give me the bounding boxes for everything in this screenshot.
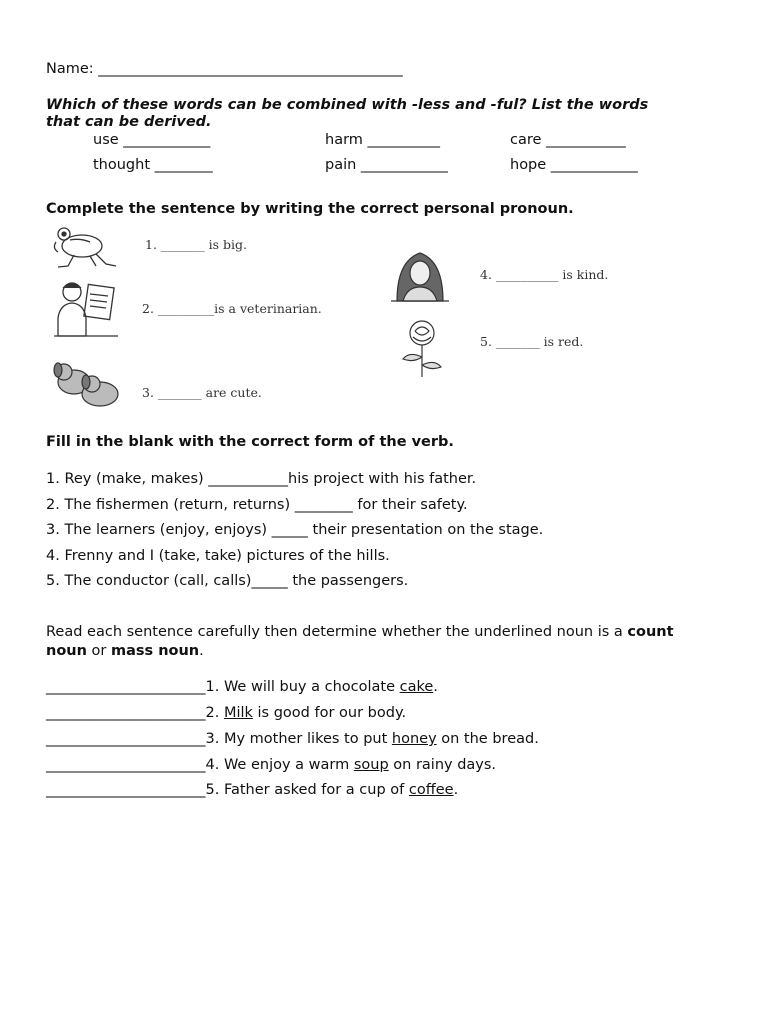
pronoun-item-3: 3. _______ are cute. bbox=[142, 385, 262, 400]
word-harm[interactable]: harm __________ bbox=[325, 132, 441, 148]
noun-term: noun bbox=[46, 643, 87, 659]
word-care[interactable]: care ___________ bbox=[510, 132, 626, 148]
sentence-end: on rainy days. bbox=[388, 757, 497, 773]
word-thought[interactable]: thought ________ bbox=[93, 157, 213, 173]
underlined-noun: honey bbox=[391, 731, 437, 747]
verb-item-2: 2. The fishermen (return, returns) ________ for their safety. bbox=[46, 497, 468, 513]
name-label: Name: bbox=[46, 61, 94, 77]
mass-noun-term: mass noun bbox=[111, 643, 200, 659]
section4-instruction-text: Read each sentence carefully then determine whether the underlined noun is a bbox=[46, 624, 628, 640]
sentence-text: 4. We enjoy a warm bbox=[205, 757, 354, 773]
veterinarian-picture bbox=[50, 278, 122, 340]
or-text: or bbox=[86, 643, 111, 659]
underlined-noun: coffee bbox=[408, 782, 454, 798]
answer-blank[interactable]: ______________________ bbox=[46, 731, 206, 747]
count-term: count bbox=[627, 624, 674, 640]
noun-item bbox=[46, 705, 406, 721]
sentence-text: 5. Father asked for a cup of bbox=[205, 782, 409, 798]
underlined-noun: soup bbox=[353, 757, 389, 773]
period-text: . bbox=[199, 643, 204, 659]
answer-blank[interactable]: ______________________ bbox=[46, 782, 206, 798]
answer-blank[interactable]: ______________________ bbox=[46, 757, 206, 773]
sentence-end: on the bread. bbox=[436, 731, 539, 747]
noun-item bbox=[46, 757, 496, 773]
name-blank[interactable]: __________________________________________ bbox=[98, 61, 403, 77]
pronoun-item-2: 2. _________is a veterinarian. bbox=[142, 301, 322, 316]
word-hope[interactable]: hope ____________ bbox=[510, 157, 638, 173]
puppies-picture bbox=[50, 358, 130, 414]
pronoun-item-5: 5. _______ is red. bbox=[480, 334, 584, 349]
section4-instruction-line1 bbox=[46, 624, 674, 640]
noun-item bbox=[46, 679, 438, 695]
verb-item-3: 3. The learners (enjoy, enjoys) _____ their presentation on the stage. bbox=[46, 522, 544, 538]
section3-instruction: Fill in the blank with the correct form of the verb. bbox=[46, 434, 454, 450]
answer-blank[interactable]: ______________________ bbox=[46, 679, 206, 695]
sentence-end: . bbox=[433, 679, 438, 695]
underlined-noun: cake bbox=[399, 679, 434, 695]
rose-picture bbox=[395, 317, 449, 379]
word-pain[interactable]: pain ____________ bbox=[325, 157, 448, 173]
frog-picture bbox=[50, 222, 120, 270]
sentence-end: is good for our body. bbox=[252, 705, 407, 721]
answer-blank[interactable]: ______________________ bbox=[46, 705, 206, 721]
word-use[interactable]: use ____________ bbox=[93, 132, 211, 148]
sentence-text: 1. We will buy a chocolate bbox=[205, 679, 400, 695]
section2-instruction: Complete the sentence by writing the correct personal pronoun. bbox=[46, 201, 574, 217]
name-row bbox=[46, 61, 403, 77]
verb-item-5: 5. The conductor (call, calls)_____ the passengers. bbox=[46, 573, 409, 589]
pronoun-item-4: 4. __________ is kind. bbox=[480, 267, 609, 282]
section4-instruction-line2 bbox=[46, 643, 204, 659]
sentence-text: 3. My mother likes to put bbox=[205, 731, 392, 747]
noun-item bbox=[46, 731, 539, 747]
verb-item-1: 1. Rey (make, makes) ___________his project with his father. bbox=[46, 471, 477, 487]
verb-item-4: 4. Frenny and I (take, take) pictures of the hills. bbox=[46, 548, 390, 564]
sentence-text: 2. bbox=[205, 705, 224, 721]
noun-item bbox=[46, 782, 458, 798]
pronoun-item-1: 1. _______ is big. bbox=[145, 237, 247, 252]
section1-instruction-line2: that can be derived. bbox=[46, 114, 212, 130]
sentence-end: . bbox=[453, 782, 459, 798]
section1-instruction-line1: Which of these words can be combined with -less and -ful? List the words bbox=[46, 97, 649, 113]
underlined-noun: Milk bbox=[223, 705, 253, 721]
nun-picture bbox=[389, 247, 451, 303]
